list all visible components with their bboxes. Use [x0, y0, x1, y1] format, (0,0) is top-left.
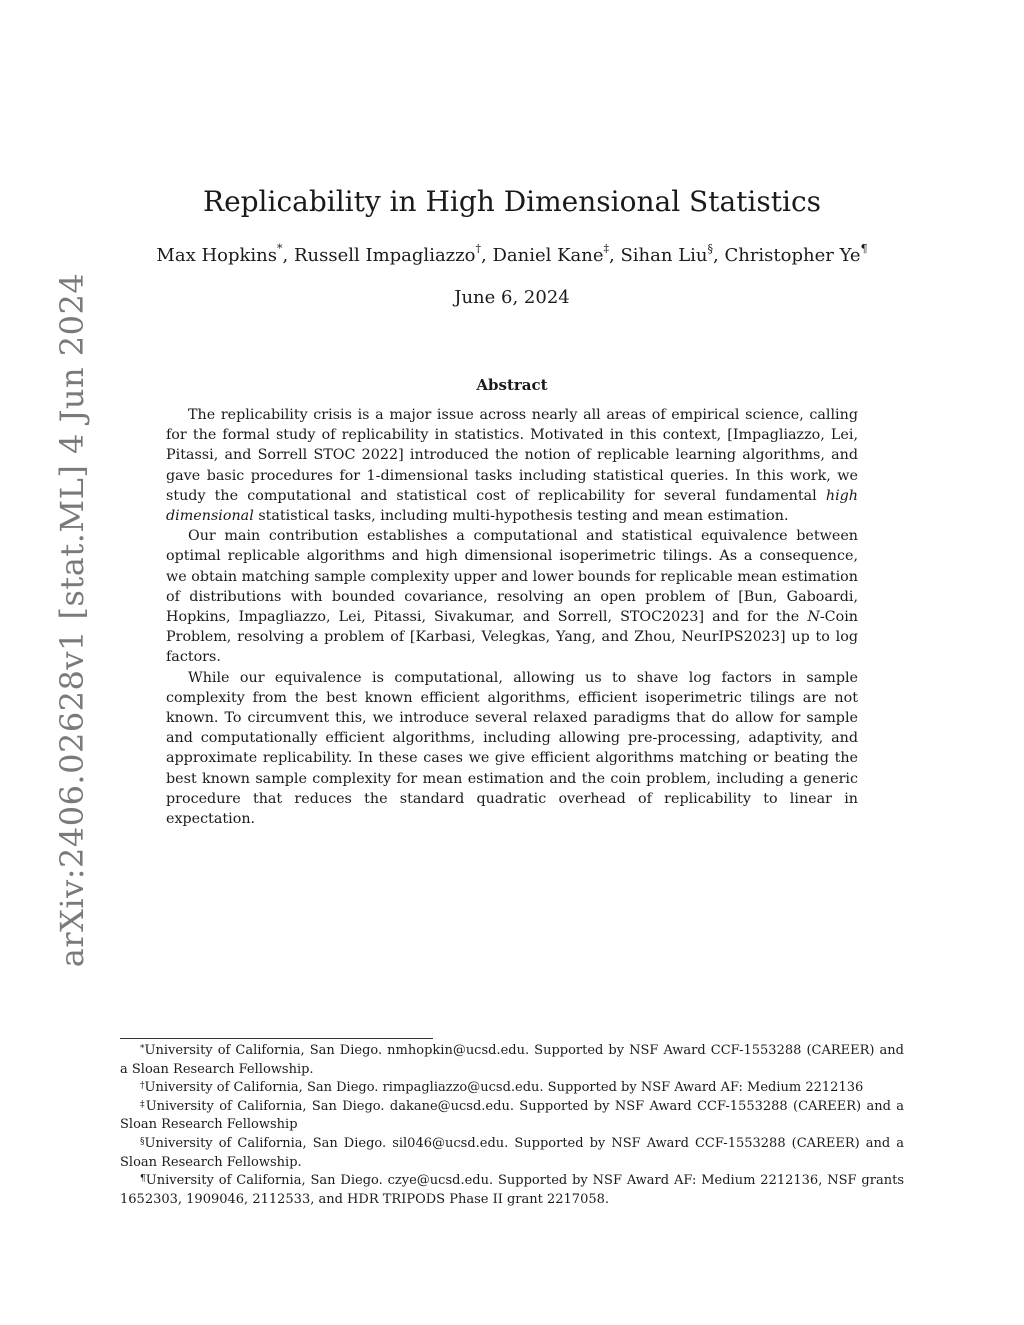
footnote-mark: ¶: [140, 1174, 146, 1185]
abstract-text: Our main contribution establishes a computational and statistical equivalence between optimal replicable algorithms and high dimensional isoperimetric tilings. As a consequence, we obtain matching sample complexity upper and lower bounds for replicable mean estimation of distributions with bounded covariance, resolving an open problem of [Bun, Gaboardi, Hopkins, Impagliazzo, Lei, Pitassi, Sivakumar, and Sorrell, STOC2023] and for the: [166, 528, 858, 626]
abstract-text: The replicability crisis is a major issue across nearly all areas of empirical science, calling for the formal study of replicability in statistics. Motivated in this context, [Impagliazzo, Lei, Pitassi, and Sorrell STOC 2022] introduced the notion of replicable learning algorithms, and gave basic procedures for 1-dimensional tasks including statistical queries. In this work, we study the computational and statistical cost of replicability for several fundamental: [166, 407, 858, 504]
footnote-mark: †: [140, 1081, 145, 1092]
footnote-text: University of California, San Diego. rimpagliazzo@ucsd.edu. Supported by NSF Award AF: Medium 2212136: [144, 1080, 864, 1096]
author-separator: ,: [282, 245, 294, 266]
author-list: [0, 242, 1024, 266]
footnote-text: University of California, San Diego. nmhopkin@ucsd.edu. Supported by NSF Award CCF-1553288 (CAREER) and a Sloan Research Fellowship.: [120, 1043, 904, 1077]
footnote: [120, 1098, 904, 1135]
arxiv-identifier: arXiv:2406.02628v1 [stat.ML] 4 Jun 2024: [53, 272, 91, 968]
author-separator: ,: [609, 245, 621, 266]
abstract-heading: Abstract: [476, 376, 548, 394]
footnotes: [120, 1042, 904, 1209]
footnote-text: University of California, San Diego. sil046@ucsd.edu. Supported by NSF Award CCF-1553288 (CAREER) and a Sloan Research Fellowship.: [120, 1135, 904, 1170]
abstract-text: statistical tasks, including multi-hypothesis testing and mean estimation.: [253, 508, 789, 525]
author-name: Max Hopkins: [156, 245, 278, 266]
author-separator: ,: [713, 245, 725, 266]
author-footnote-mark: §: [707, 242, 713, 255]
abstract-emphasis: high dimensional: [166, 487, 858, 525]
footnote-divider: [120, 1038, 433, 1039]
footnote-mark: §: [140, 1136, 145, 1147]
footnote-mark: ‡: [140, 1099, 146, 1110]
abstract-emphasis: N: [807, 609, 820, 626]
paper-title: Replicability in High Dimensional Statistics: [202, 185, 822, 218]
author-name: Sihan Liu: [620, 245, 708, 266]
footnote: [120, 1079, 904, 1098]
abstract-paragraph: [166, 526, 858, 667]
footnote: [120, 1172, 904, 1209]
footnote-text: University of California, San Diego. dakane@ucsd.edu. Supported by NSF Award CCF-1553288 (CAREER) and a Sloan Research Fellowship: [120, 1098, 904, 1133]
abstract-paragraph: [166, 405, 858, 526]
footnote: [120, 1042, 904, 1079]
publication-date: June 6, 2024: [454, 287, 570, 308]
author-footnote-mark: ¶: [860, 242, 868, 255]
author-separator: ,: [480, 245, 493, 266]
footnote-mark: *: [140, 1044, 145, 1054]
author-footnote-mark: *: [277, 242, 283, 255]
author-name: Christopher Ye: [724, 245, 861, 266]
abstract-text: -Coin Problem, resolving a problem of [Karbasi, Velegkas, Yang, and Zhou, NeurIPS2023] up to log factors.: [166, 609, 858, 666]
footnote-text: University of California, San Diego. czye@ucsd.edu. Supported by NSF Award AF: Medium 2212136, NSF grants 1652303, 1909046, 2112533, and HDR TRIPODS Phase II grant 2217058.: [120, 1173, 904, 1207]
abstract-body: [166, 405, 858, 829]
author-name: Daniel Kane: [492, 245, 604, 266]
author-name: Russell Impagliazzo: [293, 245, 476, 266]
author-footnote-mark: †: [475, 242, 481, 255]
abstract-paragraph: While our equivalence is computational, allowing us to shave log factors in sample complexity from the best known efficient algorithms, efficient isoperimetric tilings are not known. To circumvent this, we introduce several relaxed paradigms that do allow for sample and computationally efficient algorithms, including allowing pre-processing, adaptivity, and approximate replicability. In these cases we give efficient algorithms matching or beating the best known sample complexity for mean estimation and the coin problem, including a generic procedure that reduces the standard quadratic overhead of replicability to linear in expectation.: [166, 669, 858, 828]
footnote: [120, 1135, 904, 1172]
author-footnote-mark: ‡: [603, 242, 610, 255]
